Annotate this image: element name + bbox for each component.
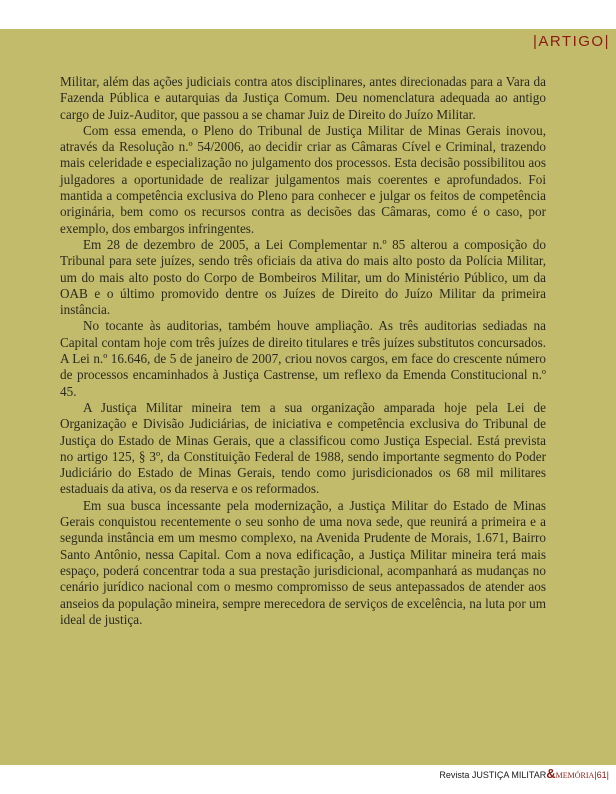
- article-body: [60, 74, 546, 628]
- article-paragraph: Militar, além das ações judiciais contra atos disciplinares, antes direcionadas para a Vara da Fazenda Pública e autarquias da Justiça Comum. Deu nomenclatura adequada ao antigo cargo de Juiz-Auditor, que passou a se chamar Juiz de Direito do Juízo Militar.: [60, 74, 546, 122]
- article-paragraph: Com essa emenda, o Pleno do Tribunal de Justiça Militar de Minas Gerais inovou, através da Resolução n.º 54/2006, ao decidir criar as Câmaras Cível e Criminal, trazendo mais celeridade e especialização no julgamento dos processos. Esta decisão possibilitou aos julgadores a oportunidade de realizar julgamentos mais coerentes e aprofundados. Foi mantida a competência exclusiva do Pleno para conhecer e julgar os feitos de competência originária, bem como os recursos contra as decisões das Câmaras, como é o caso, por exemplo, dos embargos infringentes.: [60, 122, 546, 236]
- article-paragraph: A Justiça Militar mineira tem a sua organização amparada hoje pela Lei de Organização e Divisão Judiciárias, de iniciativa e competência exclusiva do Tribunal de Justiça do Estado de Minas Gerais, que a classificou como Justiça Especial. Está prevista no artigo 125, § 3º, da Constituição Federal de 1988, sendo importante segmento do Poder Judiciário do Estado de Minas Gerais, tendo como jurisdicionados os 68 mil militares estaduais da ativa, os da reserva e os reformados.: [60, 399, 546, 497]
- page-footer: [439, 768, 609, 782]
- ampersand-glyph: &: [546, 766, 556, 781]
- article-paragraph: No tocante às auditorias, também houve ampliação. As três auditorias sediadas na Capital contam hoje com três juízes de direito titulares e três juízes substitutos concursados. A Lei n.º 16.646, de 5 de janeiro de 2007, criou novos cargos, em face do crescente número de processos encaminhados à Justiça Castrense, um reflexo da Emenda Constitucional n.º 45.: [60, 318, 546, 399]
- article-paragraph: Em 28 de dezembro de 2005, a Lei Complementar n.º 85 alterou a composição do Tribunal para sete juízes, sendo três oficiais da ativa do mais alto posto da Polícia Militar, um do mais alto posto do Corpo de Bombeiros Militar, um do Ministério Público, um da OAB e o último promovido dentre os Juízes de Direito do Juízo Militar da primeira instância.: [60, 236, 546, 318]
- section-tag: |ARTIGO|: [532, 33, 610, 50]
- page-number: |61|: [594, 770, 609, 780]
- journal-title: Revista JUSTIÇA MILITAR: [439, 770, 547, 780]
- memoria-label: MEMÓRIA: [555, 771, 595, 780]
- article-paragraph: Em sua busca incessante pela modernização, a Justiça Militar do Estado de Minas Gerais conquistou recentemente o seu sonho de uma nova sede, que reunirá a primeira e a segunda instância em um mesmo complexo, na Avenida Prudente de Morais, 1.671, Bairro Santo Antônio, nessa Capital. Com a nova edificação, a Justiça Militar mineira terá mais espaço, poderá concentrar toda a sua prestação jurisdicional, acompanhará as mudanças no cenário jurídico nacional com o mesmo compromisso de seus antepassados de atender aos anseios da população mineira, sempre merecedora de serviços de excelência, na luta por um ideal de justiça.: [60, 497, 546, 627]
